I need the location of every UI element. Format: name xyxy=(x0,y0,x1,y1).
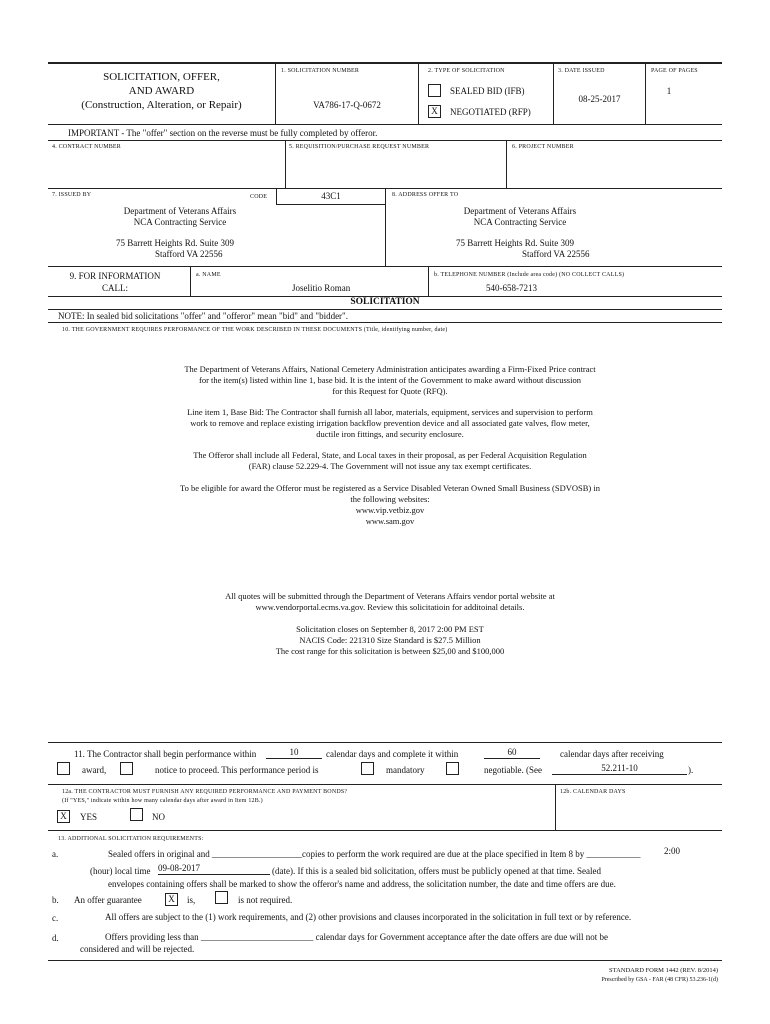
issued-line3: 75 Barrett Heights Rd. Suite 309 xyxy=(116,238,234,248)
description-para4 xyxy=(100,483,680,527)
issued-line1: Department of Veterans Affairs xyxy=(123,206,237,216)
sol-number-label: 1. SOLICITATION NUMBER xyxy=(281,68,360,74)
date-label: 3. DATE ISSUED xyxy=(558,68,605,74)
item13-a-line3: envelopes containing offers shall be marked to show the offeror's name and address, the solicitation number, the date and time offers are due. xyxy=(108,879,616,889)
contact-phone[interactable]: 540-658-7213 xyxy=(486,283,537,293)
notice-checkbox[interactable] xyxy=(120,762,133,775)
offer-to-address xyxy=(440,206,600,228)
footer-prescribed: Prescribed by GSA - FAR (48 CFR) 53.236-1(d) xyxy=(601,977,718,983)
item12a-sub: (If "YES," indicate within how many calendar days after award in Item 12B.) xyxy=(62,798,263,804)
sealed-bid-label: SEALED BID (IFB) xyxy=(450,86,525,96)
desc-link[interactable]: www.sam.gov xyxy=(365,516,415,526)
description-para2 xyxy=(100,407,680,440)
negotiable-checkbox[interactable] xyxy=(446,762,459,775)
info-label xyxy=(52,270,178,294)
item10-label: 10. THE GOVERNMENT REQUIRES PERFORMANCE OF THE WORK DESCRIBED IN THESE DOCUMENTS (Title, identifying number, date) xyxy=(62,327,448,333)
info-label-line1: 9. FOR INFORMATION xyxy=(69,271,161,281)
code-label: CODE xyxy=(250,194,268,200)
project-label: 6. PROJECT NUMBER xyxy=(512,144,574,150)
form-title xyxy=(48,70,275,112)
award-checkbox[interactable] xyxy=(57,762,70,775)
offer-line3: 75 Barrett Heights Rd. Suite 309 xyxy=(456,238,574,248)
guarantee-is-checkbox[interactable]: X xyxy=(165,893,178,906)
notice-label: notice to proceed. This performance period is xyxy=(155,765,319,775)
issued-by-label: 7. ISSUED BY xyxy=(52,192,92,198)
sol-number[interactable]: VA786-17-Q-0672 xyxy=(313,100,381,110)
desc-line: work to remove and replace existing irrigation backflow prevention device and all associated gate valves, flow meter, xyxy=(190,418,590,428)
desc-line: The Offeror shall include all Federal, State, and Local taxes in their proposal, as per Federal Acquisition Regulation xyxy=(193,450,587,460)
sealed-bid-checkbox[interactable] xyxy=(428,84,441,97)
contract-label: 4. CONTRACT NUMBER xyxy=(52,144,121,150)
item13-b-pre: An offer guarantee xyxy=(74,895,142,905)
item13-d-line2: considered and will be rejected. xyxy=(80,944,195,954)
title-line3: (Construction, Alteration, or Repair) xyxy=(81,99,242,111)
info-label-line2: CALL: xyxy=(102,283,128,293)
type-label: 2. TYPE OF SOLICITATION xyxy=(428,68,505,74)
see-reference[interactable]: 52.211-10 xyxy=(552,763,687,775)
offer-line1: Department of Veterans Affairs xyxy=(463,206,577,216)
title-line2: AND AWARD xyxy=(128,85,195,97)
desc-line: NACIS Code: 221310 Size Standard is $27.5 Million xyxy=(299,635,481,645)
item13-c-letter: c. xyxy=(52,913,59,923)
phone-label: b. TELEPHONE NUMBER (Include area code) (NO COLLECT CALLS) xyxy=(434,272,625,278)
item13-c-text: All offers are subject to the (1) work requirements, and (2) other provisions and clauses incorporated in the solicitation in full text or by reference. xyxy=(105,912,632,922)
bonds-no-checkbox[interactable] xyxy=(130,808,143,821)
offer-line2: NCA Contracting Service xyxy=(473,217,567,227)
desc-line: (FAR) clause 52.229-4. The Government will not issue any tax exempt certificates. xyxy=(248,461,532,471)
guarantee-not-label: is not required. xyxy=(238,895,293,905)
item13-a-date[interactable]: 09-08-2017 xyxy=(158,863,270,875)
description-para3 xyxy=(100,450,680,472)
item13-b-letter: b. xyxy=(52,895,59,905)
issued-line4: Stafford VA 22556 xyxy=(155,249,223,259)
description-para6 xyxy=(100,624,680,657)
item13-a-line2-pre: (hour) local time xyxy=(90,866,151,876)
bonds-yes-checkbox[interactable]: X xyxy=(57,810,70,823)
note-text: NOTE: In sealed bid solicitations "offer" and "offeror" mean "bid" and "bidder". xyxy=(58,311,348,321)
issued-by-address xyxy=(100,206,260,228)
negotiated-label: NEGOTIATED (RFP) xyxy=(450,107,531,117)
footer-form: STANDARD FORM 1442 (REV. 8/2014) xyxy=(609,967,718,974)
see-close: ). xyxy=(688,765,694,775)
desc-line: All quotes will be submitted through the Department of Veterans Affairs vendor portal website at xyxy=(225,591,555,601)
name-label: a. NAME xyxy=(196,272,221,278)
item13-a-line1: Sealed offers in original and ____________________copies to perform the work required are due at the place specified in Item 8 by ____________ xyxy=(108,849,641,859)
guarantee-not-checkbox[interactable] xyxy=(215,891,228,904)
item13-d-line1: Offers providing less than _________________________ calendar days for Government acceptance after the date offers are due will not be xyxy=(105,932,609,942)
code-value[interactable]: 43C1 xyxy=(321,191,341,201)
item11-days1[interactable]: 10 xyxy=(266,747,322,759)
negotiable-label: negotiable. (See xyxy=(484,765,542,775)
offer-to-label: 8. ADDRESS OFFER TO xyxy=(392,192,459,198)
bonds-yes-label: YES xyxy=(80,812,98,822)
desc-line: www.vendorportal.ecms.va.gov. Review this solicitatioin for additoinal details. xyxy=(255,602,525,612)
desc-line: Solicitation closes on September 8, 2017 2:00 PM EST xyxy=(296,624,484,634)
description-para5 xyxy=(100,591,680,613)
guarantee-is-label: is, xyxy=(187,895,196,905)
description-para1 xyxy=(100,364,680,397)
date-issued[interactable]: 08-25-2017 xyxy=(578,94,621,104)
desc-line: the following websites: xyxy=(350,494,430,504)
item11-text3: calendar days after receiving xyxy=(560,749,664,759)
desc-line: ductile iron fittings, and security enclosure. xyxy=(316,429,464,439)
contact-name[interactable]: Joselitio Roman xyxy=(292,283,351,293)
negotiated-checkbox[interactable]: X xyxy=(428,105,441,118)
bonds-no-label: NO xyxy=(152,812,165,822)
desc-line: To be eligible for award the Offeror must be registered as a Service Disabled Veteran Owned Small Business (SDVOSB) in xyxy=(180,483,600,493)
desc-line: Line item 1, Base Bid: The Contractor shall furnish all labor, materials, equipment, services and supervision to perform xyxy=(187,407,593,417)
award-label: award, xyxy=(82,765,107,775)
requisition-label: 5. REQUISITION/PURCHASE REQUEST NUMBER xyxy=(289,144,430,150)
desc-link[interactable]: www.vip.vetbiz.gov xyxy=(355,505,425,515)
item13-a-letter: a. xyxy=(52,849,59,859)
item13-a-line2-post: (date). If this is a sealed bid solicitation, offers must be publicly opened at that time. Sealed xyxy=(272,866,601,876)
mandatory-label: mandatory xyxy=(386,765,425,775)
offer-line4: Stafford VA 22556 xyxy=(522,249,590,259)
desc-line: The cost range for this solicitation is between $25,00 and $100,000 xyxy=(275,646,505,656)
solicitation-heading: SOLICITATION xyxy=(350,297,420,307)
item13-d-letter: d. xyxy=(52,933,59,943)
title-line1: SOLICITATION, OFFER, xyxy=(103,71,220,83)
page-label: PAGE OF PAGES xyxy=(651,68,698,74)
important-note: IMPORTANT - The "offer" section on the reverse must be fully completed by offeror. xyxy=(68,128,378,138)
item11-text2: calendar days and complete it within xyxy=(326,749,459,759)
item12b-label: 12b. CALENDAR DAYS xyxy=(560,789,626,795)
page-value: 1 xyxy=(666,86,672,96)
issued-line2: NCA Contracting Service xyxy=(133,217,227,227)
mandatory-checkbox[interactable] xyxy=(361,762,374,775)
desc-line: for the item(s) listed within line 1, base bid. It is the intent of the Government to make award without discussion xyxy=(199,375,581,385)
item11-text1: 11. The Contractor shall begin performance within xyxy=(74,749,257,759)
item12a-label: 12a. THE CONTRACTOR MUST FURNISH ANY REQUIRED PERFORMANCE AND PAYMENT BONDS? xyxy=(62,789,348,795)
desc-line: for this Request for Quote (RFQ). xyxy=(332,386,448,396)
desc-line: The Department of Veterans Affairs, National Cemetery Administration anticipates awarding a Firm-Fixed Price contract xyxy=(184,364,596,374)
item11-days2[interactable]: 60 xyxy=(484,747,540,759)
item13-a-time[interactable]: 2:00 xyxy=(664,846,681,856)
item13-label: 13. ADDITIONAL SOLICITATION REQUIREMENTS: xyxy=(58,836,204,842)
